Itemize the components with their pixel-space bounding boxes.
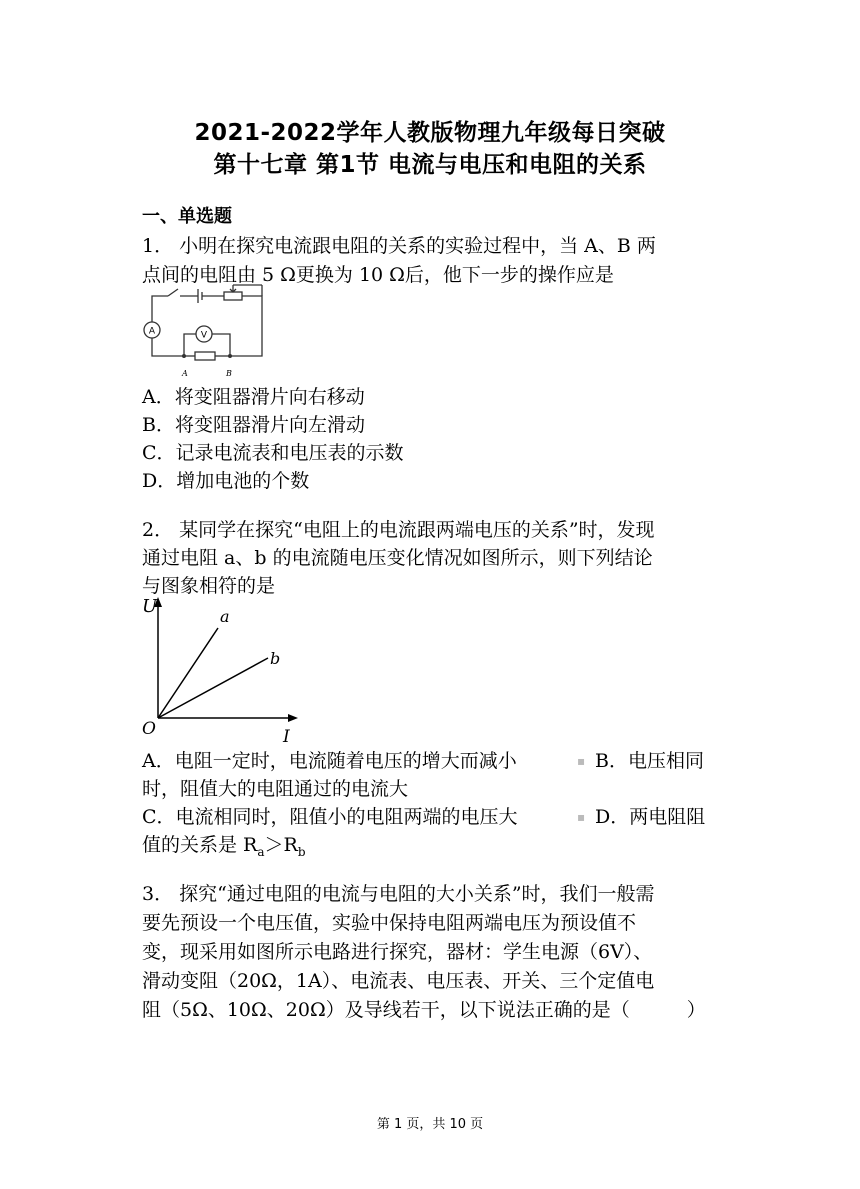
point-a-label: A: [182, 369, 188, 378]
q3-line1: 3． 探究“通过电阻的电流与电阻的大小关系”时，我们一般需: [142, 883, 655, 905]
q1-option-d: D．增加电池的个数: [142, 470, 310, 492]
q1-stem-line1: 1． 小明在探究电流跟电阻的关系的实验过程中，当 A、B 两: [142, 235, 656, 257]
document-title-line1: 2021-2022学年人教版物理九年级每日突破: [194, 120, 666, 146]
q3-line4: 滑动变阻（20Ω，1A）、电流表、电压表、开关、三个定值电: [142, 970, 655, 992]
series-b-label: b: [270, 649, 281, 668]
q1-option-c: C．记录电流表和电压表的示数: [142, 442, 404, 464]
x-axis-label: I: [283, 727, 290, 744]
line-b: [158, 658, 268, 718]
q2-ui-graph: [140, 594, 302, 744]
q1-option-a: A．将变阻器滑片向右移动: [142, 386, 365, 408]
line-a: [158, 628, 218, 718]
ammeter-label: A: [148, 326, 156, 337]
separator-dot: ▪: [577, 810, 586, 824]
q1-stem-line2: 点间的电阻由 5 Ω更换为 10 Ω后，他下一步的操作应是: [142, 264, 614, 286]
q2-stem-line2: 通过电阻 a、b 的电流随电压变化情况如图所示，则下列结论: [142, 547, 653, 569]
q1-option-b: B．将变阻器滑片向左滑动: [142, 414, 365, 436]
series-a-label: a: [220, 607, 230, 626]
q1-circuit-diagram: [140, 284, 268, 380]
q3-line3: 变，现采用如图所示电路进行探究，器材：学生电源（6V）、: [142, 941, 653, 963]
q3-line2: 要先预设一个电压值，实验中保持电阻两端电压为预设值不: [142, 912, 637, 934]
separator-dot: ▪: [577, 754, 586, 768]
q2-option-c: C．电流相同时，阻值小的电阻两端的电压大: [142, 806, 518, 828]
origin-label: O: [142, 719, 156, 739]
q2-option-b-line2: 时，阻值大的电阻通过的电流大: [142, 778, 409, 800]
q2-option-b-line1: B．电压相同: [595, 750, 704, 772]
q3-line5: 阻（5Ω、10Ω、20Ω）及导线若干，以下说法正确的是（ ）: [142, 999, 706, 1021]
q2-option-a: A．电阻一定时，电流随着电压的增大而减小: [142, 750, 517, 772]
document-title-line2: 第十七章 第1节 电流与电压和电阻的关系: [213, 152, 647, 178]
y-axis-label: U: [142, 596, 158, 617]
q2-option-d-line1: D．两电阻阻: [595, 806, 706, 828]
page-footer: 第 1 页，共 10 页: [376, 1117, 484, 1132]
point-b-label: B: [226, 369, 232, 378]
q2-stem-line1: 2． 某同学在探究“电阻上的电流跟两端电压的关系”时，发现: [142, 519, 655, 541]
voltmeter-label: V: [200, 330, 208, 341]
section-heading: 一、单选题: [142, 206, 232, 227]
q2-stem-line3: 与图象相符的是: [142, 575, 276, 597]
q2-option-d-line2: 值的关系是 $R_a>R_b$: [142, 834, 306, 859]
